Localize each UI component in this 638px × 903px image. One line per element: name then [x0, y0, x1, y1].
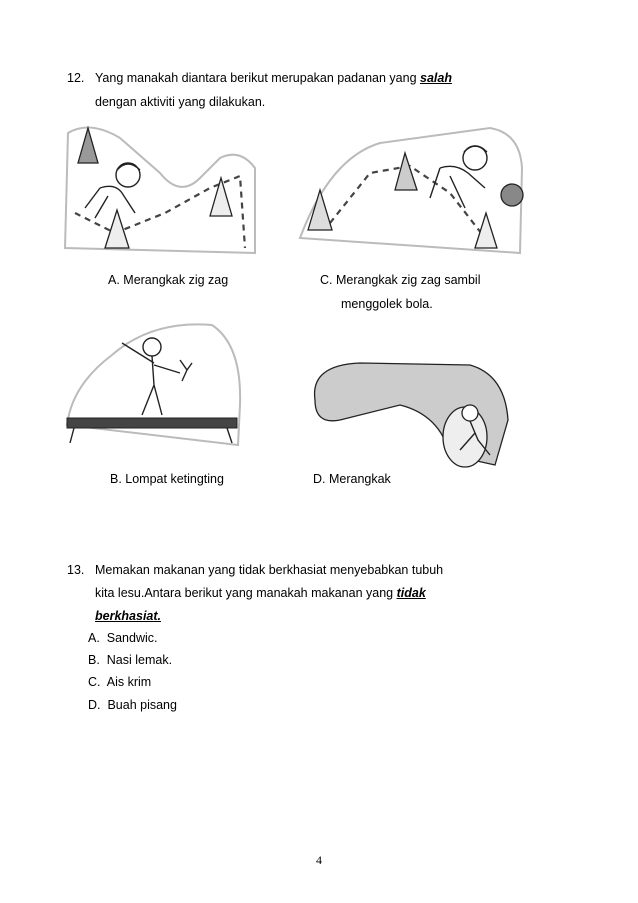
- cone-icon: [210, 178, 232, 216]
- option-c-line2: menggolek bola.: [341, 297, 433, 311]
- paddle-icon: [180, 360, 192, 381]
- q12-emphasis-salah: salah: [420, 71, 452, 85]
- choice-d: [88, 698, 177, 712]
- q13-emphasis-berkhasiat: berkhasiat.: [95, 609, 162, 623]
- illustration-zigzag-crawl-ball: [290, 118, 530, 258]
- cone-icon: [395, 153, 417, 190]
- choice-text: Ais krim: [106, 675, 152, 689]
- q13-number: 13.: [67, 563, 85, 577]
- illustration-zigzag-crawl: [60, 118, 260, 258]
- q13-line2: [95, 586, 426, 600]
- choice-text: Sandwic.: [106, 631, 158, 645]
- illustration-balance-beam: [62, 315, 247, 450]
- q12-line2: dengan aktiviti yang dilakukan.: [95, 95, 266, 109]
- cone-icon: [78, 128, 98, 163]
- ball-icon: [501, 184, 523, 206]
- option-c-line1: C. Merangkak zig zag sambil: [320, 273, 481, 287]
- choice-c: [88, 675, 151, 689]
- choice-text: Nasi lemak.: [106, 653, 173, 667]
- option-b: B. Lompat ketingting: [110, 472, 224, 486]
- illustration-tunnel-crawl: [300, 345, 515, 470]
- choice-b: [88, 653, 172, 667]
- choice-letter: D.: [88, 698, 101, 712]
- q13-emphasis-tidak: tidak: [396, 586, 426, 600]
- q12-line1: [95, 71, 452, 85]
- q12-line1-text: Yang manakah diantara berikut merupakan padanan yang: [95, 71, 417, 85]
- option-d: D. Merangkak: [313, 472, 391, 486]
- choice-letter: A.: [88, 631, 100, 645]
- option-a: A. Merangkak zig zag: [108, 273, 229, 287]
- choice-letter: C.: [88, 675, 101, 689]
- q13-line1: Memakan makanan yang tidak berkhasiat menyebabkan tubuh: [95, 563, 444, 577]
- page-number: 4: [316, 853, 322, 867]
- choice-a: [88, 631, 158, 645]
- choice-letter: B.: [88, 653, 100, 667]
- q13-line2-text: kita lesu.Antara berikut yang manakah makanan yang: [95, 586, 394, 600]
- choice-text: Buah pisang: [107, 698, 177, 712]
- q12-number: 12.: [67, 71, 85, 85]
